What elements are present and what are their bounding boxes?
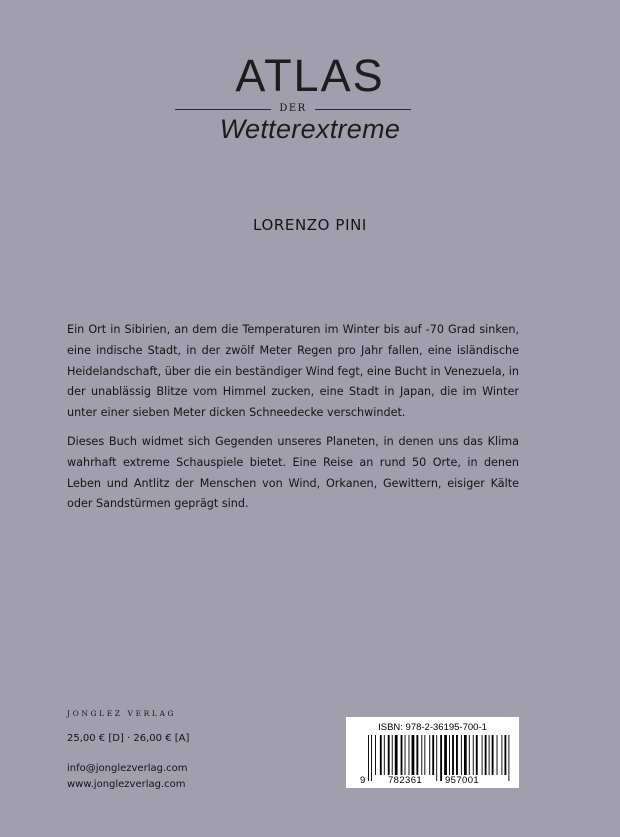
barcode-bar — [492, 735, 494, 775]
barcode-bar — [476, 735, 478, 775]
barcode-bar — [464, 735, 467, 775]
book-title — [0, 50, 620, 144]
barcode-digit-first: 9 — [360, 775, 366, 786]
title-sub: Wetterextreme — [219, 114, 401, 144]
blurb-paragraph-2: Dieses Buch widmet sich Gegenden unseres Planeten, in denen uns das Klima wahrhaft extreme Schauspiele bietet. Eine Reise an rund 50 Orte, in denen Leben und Antlitz der Menschen von Wind, Orkanen, Gewittern, eisiger Kälte oder Sandstürmen geprägt sind. — [67, 434, 519, 511]
barcode-bar — [489, 735, 490, 775]
publisher-email: info@jonglezverlag.com — [67, 763, 188, 774]
isbn-label: ISBN: 978-2-36195-700-1 — [378, 722, 487, 733]
title-connector: DER — [279, 103, 307, 114]
barcode-bar — [384, 735, 385, 775]
barcode-bar — [485, 735, 487, 775]
barcode-bar — [401, 735, 403, 775]
barcode-bar — [482, 735, 483, 775]
publisher-website: www.jonglezverlag.com — [67, 779, 186, 790]
blurb-paragraph-1: Ein Ort in Sibirien, an dem die Temperaturen im Winter bis auf -70 Grad sinken, eine indische Stadt, in der zwölf Meter Regen pro Jahr fallen, eine isländische Heidelandschaft, über die ein beständiger Wind fegt, eine Bucht in Venezuela, in der unablässig Blitze vom Himmel zucken, eine Stadt in Japan, die im Winter unter einer sieben Meter dicken Schneedecke verschwindet. — [67, 323, 519, 420]
title-main: ATLAS — [235, 50, 385, 101]
barcode-bar — [424, 735, 425, 775]
barcode-bar — [392, 735, 393, 775]
barcode-bar — [421, 735, 422, 775]
barcode-bar — [416, 735, 418, 775]
barcode-bar — [371, 735, 372, 781]
barcode-bar — [444, 735, 447, 775]
barcode-bar — [473, 735, 474, 775]
barcode-bar — [508, 735, 509, 781]
back-cover-blurb — [67, 320, 519, 523]
barcode-bar — [440, 735, 442, 781]
barcode-bar — [497, 735, 498, 775]
barcode-bar — [456, 735, 458, 775]
barcode-bar — [436, 735, 437, 781]
publisher-name: JONGLEZ VERLAG — [67, 709, 177, 718]
barcode-bar — [429, 735, 430, 775]
barcode-bar — [412, 735, 415, 775]
barcode-bar — [501, 735, 502, 775]
barcode-bar — [409, 735, 410, 775]
barcode-box — [346, 717, 519, 788]
barcode-bar — [452, 735, 454, 775]
barcode-bar — [395, 735, 398, 775]
barcode-digits-left: 782361 — [388, 775, 423, 786]
barcode-bar — [432, 735, 434, 775]
barcode-icon — [346, 717, 519, 788]
barcode-bar — [375, 735, 376, 775]
barcode-bar — [461, 735, 462, 775]
barcode-bar — [469, 735, 470, 775]
barcode-bar — [368, 735, 369, 781]
barcode-bar — [449, 735, 450, 775]
title-rule-right — [315, 109, 411, 110]
barcode-bar — [405, 735, 406, 775]
barcode-bar — [504, 735, 506, 775]
barcode-bar — [388, 735, 390, 775]
barcode-digits-right: 957001 — [445, 775, 480, 786]
author-name: LORENZO PINI — [253, 216, 367, 234]
contact-info — [67, 761, 188, 793]
barcode-bar — [380, 735, 382, 775]
price-line: 25,00 € [D] · 26,00 € [A] — [67, 733, 190, 744]
